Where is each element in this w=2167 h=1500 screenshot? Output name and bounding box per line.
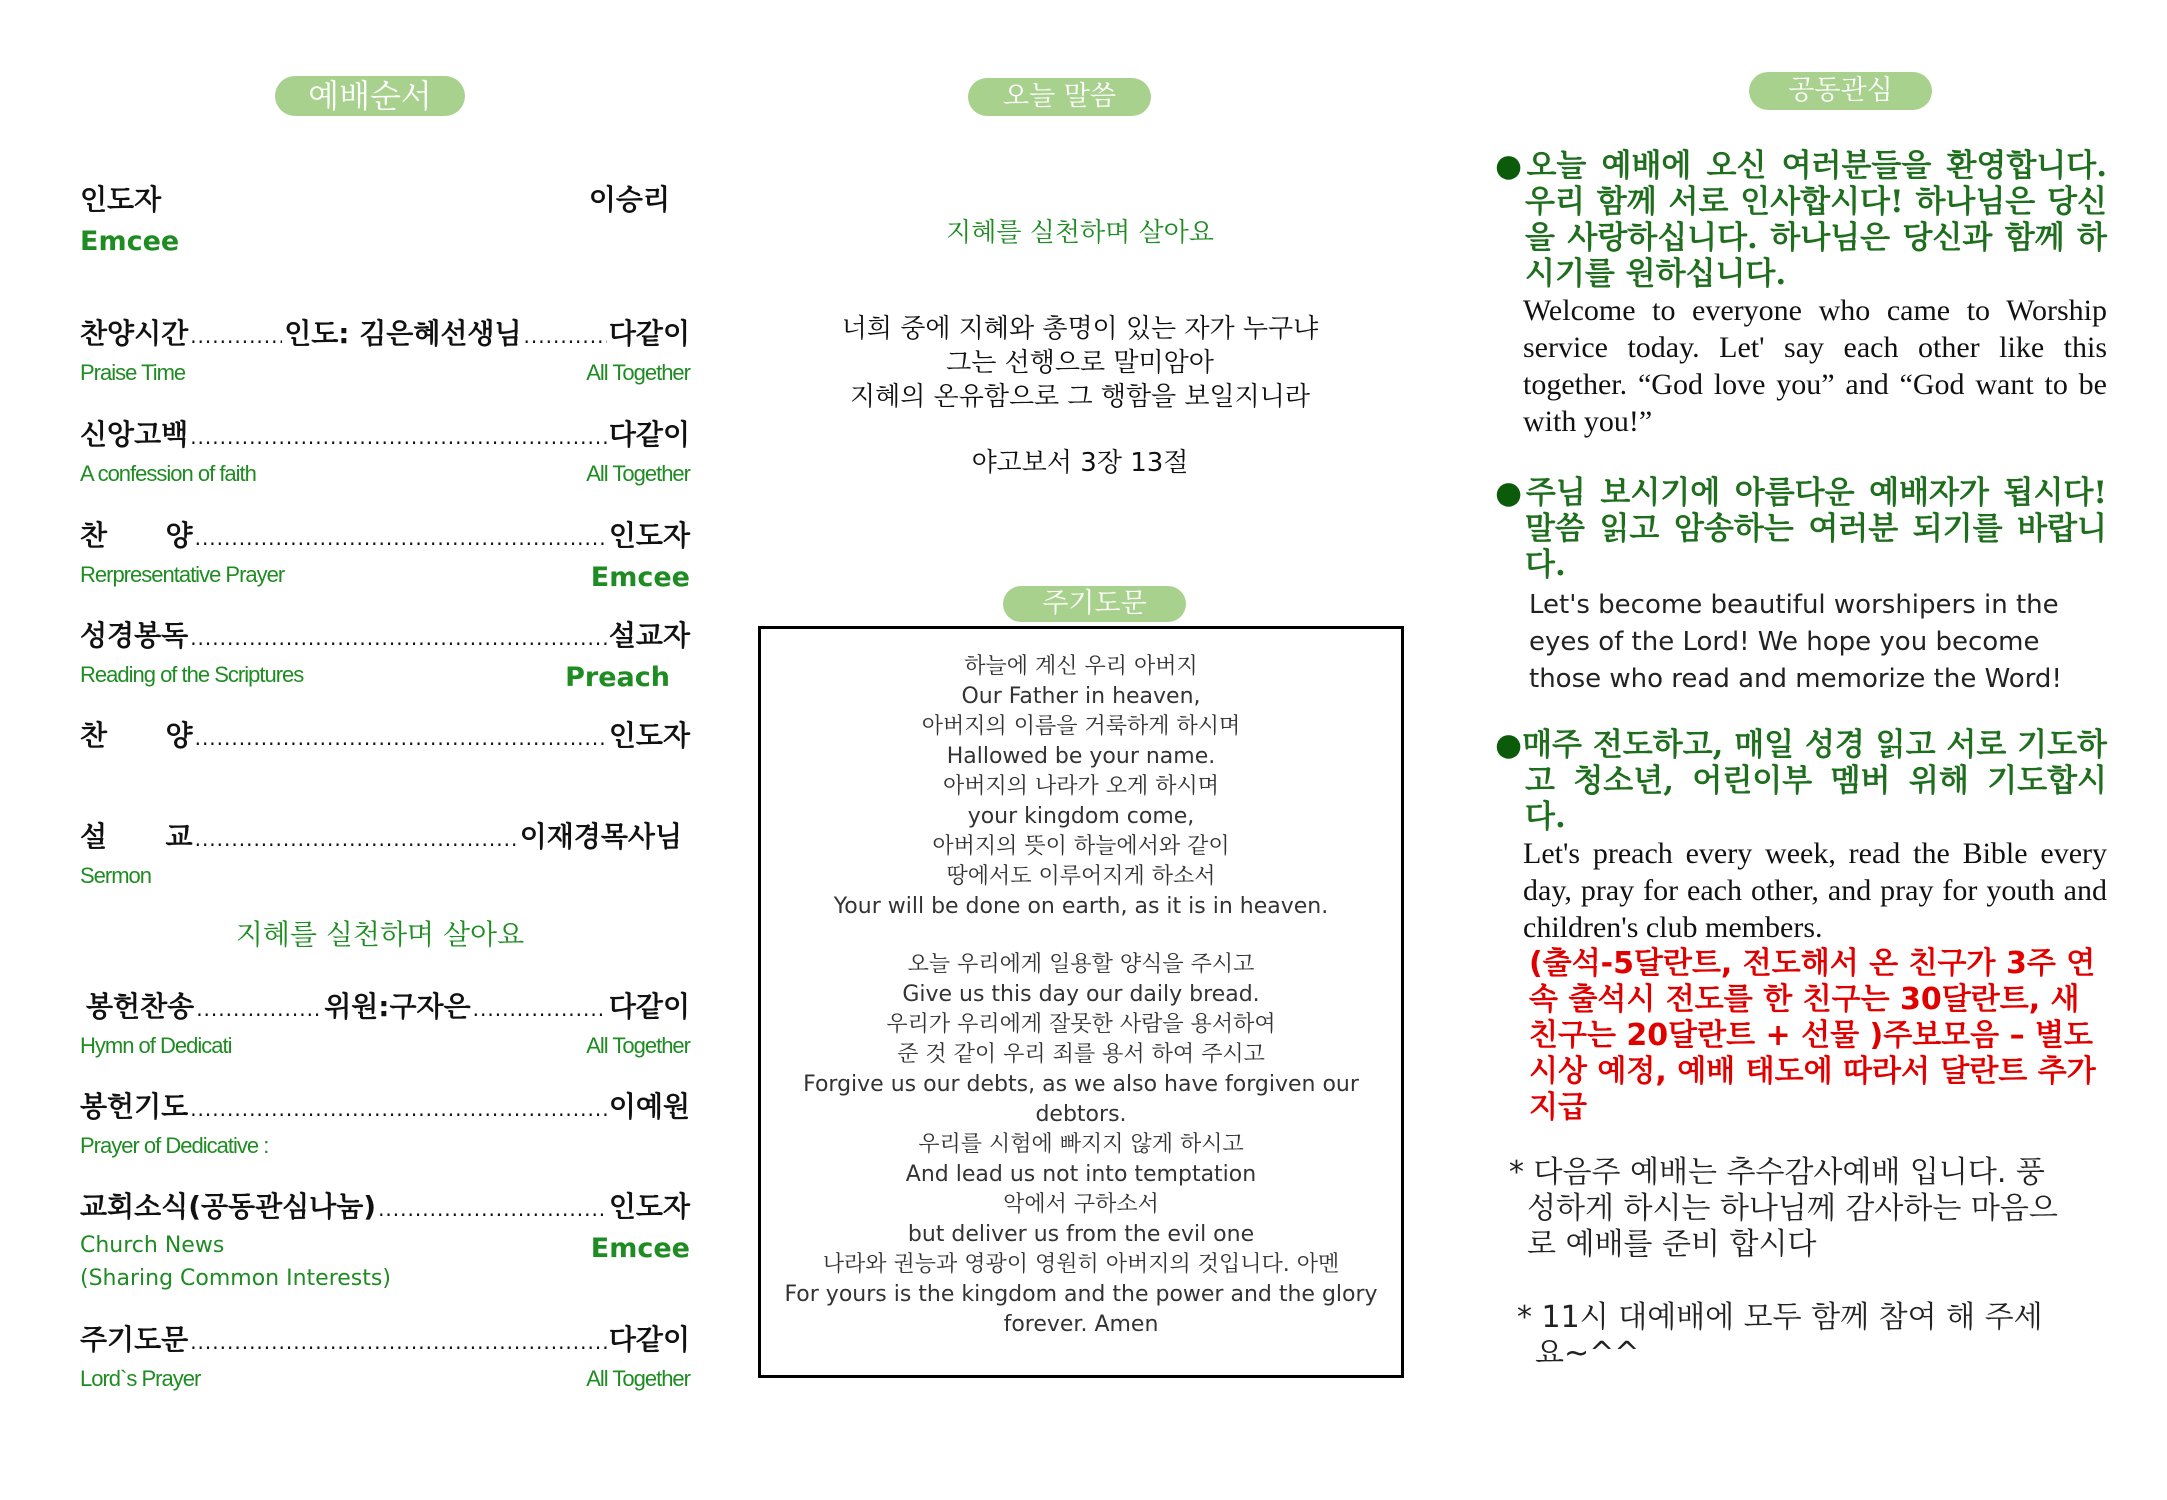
verse-line: 지혜의 온유함으로 그 행함을 보일지니라 <box>849 382 1311 412</box>
order-item-en: Reading of the Scriptures <box>80 662 304 687</box>
dot-leader <box>190 1097 607 1121</box>
order-item <box>80 514 690 593</box>
order-item-right: 이재경목사님 <box>519 820 682 853</box>
note-thanksgiving: * 다음주 예배는 추수감사예배 입니다. 풍성하게 하시는 하나님께 감사하는 마음으로 예배를 준비 합시다 <box>1509 1155 2058 1262</box>
prayer-line: Our Father in heaven, <box>961 684 1201 709</box>
dot-leader <box>195 726 607 750</box>
order-column <box>60 0 700 1500</box>
notice-1-ko: 오늘 예배에 오신 여러분들을 환영합니다. 우리 함께 서로 인사합시다! 하나님은 당신을 사랑하십니다. 하나님은 당신과 함께 하시기를 원하십니다. <box>1525 148 2107 292</box>
verse-line: 너희 중에 지혜와 총명이 있는 자가 누구냐 <box>841 314 1319 344</box>
notice-2-ko: 주님 보시기에 아름다운 예배자가 됩시다! 말씀 읽고 암송하는 여러분 되기를 바랍니다. <box>1525 475 2107 583</box>
order-item-right: 이예원 <box>608 1090 690 1123</box>
order-item-en: Prayer of Dedicative : <box>80 1133 269 1158</box>
order-item <box>80 714 690 754</box>
order-item-en: Sermon <box>80 863 152 888</box>
order-item-label: 찬양시간 <box>80 317 189 350</box>
verse <box>750 312 1410 480</box>
prayer-title-pill: 주기도문 <box>1003 586 1186 622</box>
order-leader <box>80 178 690 257</box>
order-item-label: 찬 양 <box>80 519 193 552</box>
prayer-line: Give us this day our daily bread. <box>902 982 1260 1007</box>
prayer-line: And lead us not into temptation <box>905 1162 1257 1187</box>
bullet-icon: ● <box>1495 727 1523 763</box>
order-item-en-right: All Together <box>586 360 690 385</box>
order-item-en-right: Emcee <box>590 1233 690 1264</box>
leader-name: 이승리 <box>588 183 670 216</box>
dot-leader <box>524 324 607 348</box>
dot-leader <box>190 425 607 449</box>
dot-leader <box>195 526 607 550</box>
prayer-line: debtors. <box>1035 1102 1127 1127</box>
order-item-right: 다같이 <box>608 317 690 350</box>
order-item-label: 찬 양 <box>80 719 193 752</box>
common-title-pill: 공동관심 <box>1749 72 1932 110</box>
prayer-line: 우리가 우리에게 잘못한 사람을 용서하여 <box>886 1012 1276 1037</box>
order-item-en: Lord`s Prayer <box>80 1366 201 1391</box>
order-item <box>80 1085 690 1159</box>
bullet-icon: ● <box>1495 475 1526 511</box>
dot-leader <box>378 1197 607 1221</box>
order-item <box>80 815 690 889</box>
order-item-label: 설 교 <box>80 820 193 853</box>
dot-leader <box>195 827 518 851</box>
prayer-line: 아버지의 나라가 오게 하시며 <box>942 774 1219 799</box>
prayer-line: your kingdom come, <box>967 804 1195 829</box>
order-item-label: 봉헌찬송 <box>86 990 195 1023</box>
order-title-pill: 예배순서 <box>275 76 465 116</box>
prayer-line: 아버지의 뜻이 하늘에서와 같이 <box>932 834 1230 859</box>
order-item <box>80 312 690 386</box>
order-item-right: 인도자 <box>608 519 690 552</box>
word-title-pill: 오늘 말씀 <box>968 78 1151 116</box>
order-item-right: 인도자 <box>608 1190 690 1223</box>
lords-prayer <box>758 652 1404 1340</box>
notice-3-en: Let's preach every week, read the Bible every day, pray for each other, and pray for youth and children's club members. <box>1523 837 2107 944</box>
dot-leader <box>190 626 607 650</box>
prayer-line: 악에서 구하소서 <box>1003 1192 1159 1217</box>
sermon-title: 지혜를 실천하며 살아요 <box>235 918 525 951</box>
notice-3-ko: 매주 전도하고, 매일 성경 읽고 서로 기도하고 청소년, 어린이부 멤버 위해 기도합시다. <box>1522 727 2107 835</box>
prayer-line: but deliver us from the evil one <box>907 1222 1255 1247</box>
notice-1-en: Welcome to everyone who came to Worship service today. Let' say each other like this together. “God love you” and “God want to be with you!” <box>1523 294 2107 438</box>
verse-line: 그는 선행으로 말미암아 <box>946 348 1214 378</box>
order-item-right: 설교자 <box>608 619 690 652</box>
prayer-line: 땅에서도 이루어지게 하소서 <box>946 864 1216 889</box>
dot-leader <box>196 997 322 1021</box>
order-item-en-right: All Together <box>586 1366 690 1391</box>
order-item-label: 신앙고백 <box>80 418 189 451</box>
leader-en: Emcee <box>80 226 180 257</box>
prayer-line: 준 것 같이 우리 죄를 용서 하여 주시고 <box>897 1042 1265 1067</box>
dot-leader <box>190 1330 607 1354</box>
word-column <box>750 0 1430 1500</box>
order-item-en: Rerpresentative Prayer <box>80 562 285 587</box>
order-item-label: 교회소식(공동관심나눔) <box>80 1190 377 1223</box>
order-item-middle: 위원:구자은 <box>324 990 471 1023</box>
order-item-en: Hymn of Dedicati <box>80 1033 232 1058</box>
order-item-right: 다같이 <box>608 418 690 451</box>
common-column <box>1495 0 2125 1500</box>
prayer-line: For yours is the kingdom and the power and the glory <box>784 1282 1378 1307</box>
prayer-line: Your will be done on earth, as it is in heaven. <box>833 894 1329 919</box>
word-heading: 지혜를 실천하며 살아요 <box>946 218 1214 248</box>
order-item-en-right: Preach <box>565 662 670 693</box>
verse-reference: 야고보서 3장 13절 <box>971 448 1189 478</box>
prayer-line: Hallowed be your name. <box>946 744 1216 769</box>
prayer-line: 우리를 시험에 빠지지 않게 하시고 <box>918 1132 1244 1157</box>
order-item <box>80 985 690 1059</box>
order-item <box>80 1185 690 1291</box>
note-service-time: * 11시 대예배에 모두 함께 참여 해 주세요~^^ <box>1517 1300 2043 1371</box>
order-item-en: Church News <box>80 1233 225 1258</box>
order-item-en: Praise Time <box>80 360 186 385</box>
order-item-right: 다같이 <box>608 990 690 1023</box>
prayer-line: forever. Amen <box>1003 1312 1159 1337</box>
order-item-en-right: All Together <box>586 1033 690 1058</box>
order-item-middle: 인도: 김은혜선생님 <box>284 317 522 350</box>
prayer-line: 나라와 권능과 영광이 영원히 아버지의 것입니다. 아멘 <box>822 1252 1340 1277</box>
order-item-label: 주기도문 <box>80 1323 189 1356</box>
dot-leader <box>473 997 607 1021</box>
order-item-en-2: (Sharing Common Interests) <box>80 1266 391 1291</box>
leader-label: 인도자 <box>80 183 162 216</box>
order-item-en-right: Emcee <box>590 562 690 593</box>
prayer-line: Forgive us our debts, as we also have forgiven our <box>803 1072 1359 1097</box>
notice-2 <box>1495 475 2107 698</box>
order-item <box>80 1318 690 1392</box>
order-item-en-right: All Together <box>586 461 690 486</box>
notice-1 <box>1495 148 2107 440</box>
dot-leader <box>190 324 282 348</box>
order-item-en: A confession of faith <box>80 461 256 486</box>
bullet-icon: ● <box>1495 148 1527 184</box>
order-item-label: 봉헌기도 <box>80 1090 189 1123</box>
prayer-line: 아버지의 이름을 거룩하게 하시며 <box>921 714 1241 739</box>
notice-2-en: Let's become beautiful worshipers in the eyes of the Lord! We hope you become those who read and memorize the Word! <box>1529 590 2062 694</box>
order-item-right: 다같이 <box>608 1323 690 1356</box>
prayer-line: 하늘에 계신 우리 아버지 <box>964 654 1198 679</box>
notice-3-reward: (출석-5달란트, 전도해서 온 친구가 3주 연속 출석시 전도를 한 친구는 30달란트, 새 친구는 20달란트 + 선물 )주보모음 – 별도 시상 예정, 예배 태도에 따라서 달란트 추가 지급 <box>1529 946 2096 1125</box>
order-item-label: 성경봉독 <box>80 619 189 652</box>
notice-3 <box>1495 727 2107 1126</box>
order-item <box>80 614 690 693</box>
order-item <box>80 413 690 487</box>
prayer-line: 오늘 우리에게 일용할 양식을 주시고 <box>907 952 1255 977</box>
order-item-right: 인도자 <box>608 719 690 752</box>
